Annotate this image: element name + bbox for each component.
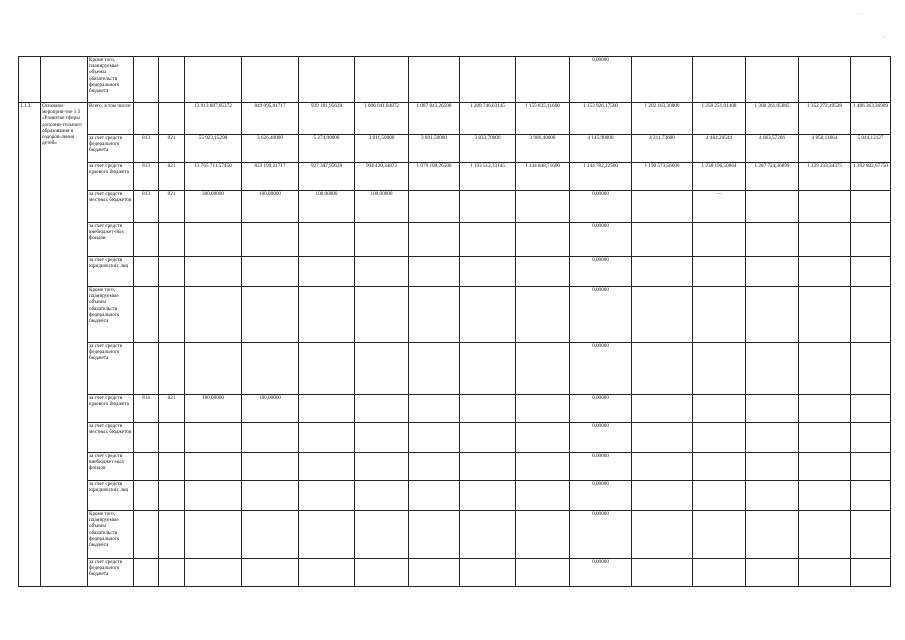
value-cell (746, 395, 799, 423)
row-label: за счет средств внебюджет-ных фондов (88, 453, 134, 481)
value-cell (746, 343, 799, 395)
value-cell: 5 044,12127 (851, 135, 891, 163)
table-row (19, 135, 891, 163)
value-cell (693, 257, 746, 287)
value-cell: 0,00000 (570, 511, 632, 559)
value-cell (851, 287, 891, 343)
value-cell (355, 395, 409, 423)
value-cell (746, 511, 799, 559)
value-cell (242, 287, 299, 343)
value-cell (185, 343, 242, 395)
cell (41, 57, 88, 103)
grbs-code: 813 (134, 135, 159, 163)
value-cell (299, 453, 355, 481)
value-cell (185, 453, 242, 481)
value-cell: 1 406 363,36909 (851, 103, 891, 135)
row-label: Всего, в том числе: (88, 103, 134, 135)
value-cell (799, 223, 851, 257)
cell (632, 57, 693, 103)
value-cell (409, 191, 460, 223)
value-cell (746, 423, 799, 453)
value-cell (460, 223, 516, 257)
value-cell: 100,00000 (242, 395, 299, 423)
rz-code (159, 257, 185, 287)
table-row (19, 423, 891, 453)
value-cell (516, 423, 570, 453)
value-cell (746, 559, 799, 587)
value-cell (242, 511, 299, 559)
value-cell: 4 850,11664 (799, 135, 851, 163)
value-cell (516, 257, 570, 287)
grbs-code (134, 343, 159, 395)
value-cell (799, 343, 851, 395)
value-cell (409, 453, 460, 481)
value-cell (355, 257, 409, 287)
table-row (19, 257, 891, 287)
value-cell: 100,00000 (299, 191, 355, 223)
table-row (19, 343, 891, 395)
value-cell (185, 481, 242, 511)
value-cell (460, 481, 516, 511)
value-cell: 833 199,21717 (242, 163, 299, 191)
value-cell (516, 511, 570, 559)
value-cell: 4 663,57266 (746, 135, 799, 163)
value-cell (516, 395, 570, 423)
row-label: Кроме того, планируемые объемы обязательств федерального бюджета (88, 511, 134, 559)
value-cell (299, 559, 355, 587)
grbs-code: 813 (134, 163, 159, 191)
cell (134, 103, 159, 135)
row-label: за счет средств внебюджет-ных фондов (88, 223, 134, 257)
value-cell (746, 257, 799, 287)
value-cell (632, 423, 693, 453)
value-cell: 1 155 835,11600 (516, 103, 570, 135)
value-cell (299, 481, 355, 511)
value-cell (746, 481, 799, 511)
table-row-total (19, 103, 891, 135)
value-cell (299, 343, 355, 395)
value-cell (799, 453, 851, 481)
value-cell (299, 423, 355, 453)
table-row (19, 511, 891, 559)
value-cell: 300,00000 (185, 191, 242, 223)
value-cell: 1 202 163,30000 (632, 103, 693, 135)
value-cell (516, 287, 570, 343)
value-cell (693, 395, 746, 423)
item-title: Основное мероприя-тие 1.3 «Развитие сферы дополни-тельного образования и оздоров-ления детей» (41, 103, 88, 587)
value-cell (799, 257, 851, 287)
rz-code (159, 423, 185, 453)
row-label: за счет средств федерального бюджета (88, 559, 134, 587)
value-cell: 3 626,40000 (242, 135, 299, 163)
value-cell: 4 311,73600 (632, 135, 693, 163)
cell (799, 57, 851, 103)
value-cell (851, 511, 891, 559)
value-cell (460, 559, 516, 587)
rz-code (159, 511, 185, 559)
budget-table (18, 56, 891, 587)
value-cell (693, 481, 746, 511)
value-cell: 1 392 802,67750 (851, 163, 891, 191)
value-cell: 1 153 926,17500 (570, 103, 632, 135)
value-cell (460, 423, 516, 453)
value-cell (851, 481, 891, 511)
rz-code: 021 (159, 191, 185, 223)
value-cell (242, 223, 299, 257)
value-cell: 0,00000 (570, 191, 632, 223)
value-cell (460, 395, 516, 423)
value-cell: 4 145,90000 (570, 135, 632, 163)
value-cell: 3 811,50000 (355, 135, 409, 163)
cell (242, 57, 299, 103)
value-cell: 0,00000 (570, 223, 632, 257)
value-cell (516, 453, 570, 481)
value-cell (851, 223, 891, 257)
value-cell (693, 559, 746, 587)
value-cell (242, 423, 299, 453)
value-cell (242, 343, 299, 395)
value-cell: 849 095,01717 (242, 103, 299, 135)
value-cell: 3 801,50000 (409, 135, 460, 163)
value-cell (185, 511, 242, 559)
row-label: за счет средств местных бюджетов (88, 423, 134, 453)
value-cell (799, 423, 851, 453)
table-row (19, 395, 891, 423)
value-cell: 0,00000 (570, 57, 632, 103)
table-body (19, 57, 891, 587)
value-cell: 3 986,40000 (516, 135, 570, 163)
value-cell (851, 257, 891, 287)
grbs-code (134, 223, 159, 257)
value-cell (355, 287, 409, 343)
value-cell (632, 191, 693, 223)
rz-code: 021 (159, 395, 185, 423)
value-cell (355, 423, 409, 453)
grbs-code (134, 287, 159, 343)
grbs-code (134, 423, 159, 453)
value-cell (355, 511, 409, 559)
value-cell: 0,00000 (570, 257, 632, 287)
grbs-code: 814 (134, 395, 159, 423)
cell (693, 57, 746, 103)
value-cell (242, 481, 299, 511)
value-cell (851, 423, 891, 453)
cell (299, 57, 355, 103)
value-cell: 1 087 843,26500 (409, 103, 460, 135)
value-cell (299, 257, 355, 287)
value-cell (409, 287, 460, 343)
cell (19, 57, 41, 103)
value-cell (516, 559, 570, 587)
value-cell: 1 352 272,49528 (799, 103, 851, 135)
value-cell: 939 181,95628 (299, 103, 355, 135)
cell (159, 57, 185, 103)
value-cell: 5 274,00000 (299, 135, 355, 163)
value-cell: 13 765 711,57450 (185, 163, 242, 191)
value-cell: 1 006 041,84872 (355, 103, 409, 135)
value-cell (460, 191, 516, 223)
value-cell (409, 223, 460, 257)
value-cell (632, 395, 693, 423)
value-cell: 1 300 261,05085 (746, 103, 799, 135)
table-row (19, 191, 891, 223)
value-cell (185, 223, 242, 257)
value-cell (799, 395, 851, 423)
value-cell (632, 481, 693, 511)
value-cell (851, 343, 891, 395)
value-cell: — (693, 191, 746, 223)
rz-code: 021 (159, 163, 185, 191)
value-cell (799, 287, 851, 343)
value-cell (516, 191, 570, 223)
rz-code (159, 481, 185, 511)
value-cell: 1 208 746,03145 (460, 103, 516, 135)
value-cell (299, 395, 355, 423)
value-cell (242, 453, 299, 481)
value-cell (851, 191, 891, 223)
row-label: за счет средств федерального бюджета (88, 343, 134, 395)
value-cell (799, 559, 851, 587)
value-cell (409, 481, 460, 511)
cell (746, 57, 799, 103)
cell (851, 57, 891, 103)
value-cell: 0,00000 (570, 453, 632, 481)
rz-code (159, 287, 185, 343)
value-cell: 1 287 724,36899 (746, 163, 799, 191)
value-cell (851, 559, 891, 587)
value-cell (799, 481, 851, 511)
table-row (19, 223, 891, 257)
value-cell (632, 343, 693, 395)
value-cell: 1 339 233,34375 (799, 163, 851, 191)
cell (185, 57, 242, 103)
grbs-code (134, 511, 159, 559)
table-row (19, 481, 891, 511)
grbs-code (134, 481, 159, 511)
grbs-code (134, 559, 159, 587)
value-cell (185, 257, 242, 287)
value-cell (746, 287, 799, 343)
value-cell (355, 343, 409, 395)
value-cell (242, 559, 299, 587)
value-cell (299, 223, 355, 257)
value-cell: 1 144 782,22500 (570, 163, 632, 191)
value-cell (355, 481, 409, 511)
grbs-code (134, 453, 159, 481)
value-cell (355, 453, 409, 481)
value-cell: 100,00000 (242, 191, 299, 223)
value-cell: 100,00000 (355, 191, 409, 223)
value-cell: 1 079 100,26500 (409, 163, 460, 191)
item-number: 1.1.3. (19, 103, 41, 587)
value-cell (632, 257, 693, 287)
value-cell (632, 223, 693, 257)
value-cell (409, 511, 460, 559)
value-cell (299, 511, 355, 559)
cell (460, 57, 516, 103)
row-label: за счет средств федерального бюджета (88, 135, 134, 163)
value-cell (693, 423, 746, 453)
row-label: за счет средств юридических лиц (88, 257, 134, 287)
value-cell (460, 511, 516, 559)
value-cell (185, 423, 242, 453)
value-cell: 0,00000 (570, 559, 632, 587)
value-cell (242, 257, 299, 287)
corner-mark: . (858, 10, 860, 16)
cell (134, 57, 159, 103)
value-cell: 1 250 251,01408 (693, 103, 746, 135)
rz-code (159, 453, 185, 481)
value-cell: 904 420,34872 (355, 163, 409, 191)
value-cell (632, 453, 693, 481)
value-cell (516, 343, 570, 395)
value-cell (632, 511, 693, 559)
row-label: Кроме того, планируемые объемы обязательств федерального бюджета (88, 287, 134, 343)
value-cell: 927 307,95628 (299, 163, 355, 191)
row-label: за счет средств краевого бюджета (88, 163, 134, 191)
value-cell (460, 257, 516, 287)
value-cell: 13 913 087,05372 (185, 103, 242, 135)
value-cell (632, 559, 693, 587)
value-cell (693, 287, 746, 343)
row-label: Кроме того, планируемые объемы обязательств федерального бюджета (88, 57, 134, 103)
value-cell: 0,00000 (570, 423, 632, 453)
table-row (19, 287, 891, 343)
value-cell: 1 193 512,33145 (460, 163, 516, 191)
value-cell (460, 343, 516, 395)
rz-code: 021 (159, 135, 185, 163)
value-cell (185, 559, 242, 587)
value-cell (746, 191, 799, 223)
rz-code (159, 223, 185, 257)
value-cell (409, 559, 460, 587)
value-cell: 0,00000 (570, 481, 632, 511)
rz-code (159, 559, 185, 587)
value-cell: 1 144 848,71600 (516, 163, 570, 191)
value-cell: 0,00000 (570, 287, 632, 343)
corner-mark: ' (884, 36, 886, 42)
value-cell (409, 423, 460, 453)
value-cell (516, 481, 570, 511)
value-cell: 1 190 573,56600 (632, 163, 693, 191)
value-cell: 0,00000 (570, 343, 632, 395)
value-cell: 100,00000 (185, 395, 242, 423)
value-cell (851, 395, 891, 423)
value-cell (460, 287, 516, 343)
grbs-code (134, 257, 159, 287)
value-cell (632, 287, 693, 343)
value-cell (409, 257, 460, 287)
grbs-code: 813 (134, 191, 159, 223)
value-cell (185, 287, 242, 343)
table-row (19, 453, 891, 481)
value-cell (799, 191, 851, 223)
value-cell: 3 833,70000 (460, 135, 516, 163)
value-cell: 55 923,15298 (185, 135, 242, 163)
row-label: за счет средств местных бюджетов (88, 191, 134, 223)
value-cell (409, 395, 460, 423)
value-cell (693, 453, 746, 481)
table-row (19, 559, 891, 587)
value-cell (746, 223, 799, 257)
rz-code (159, 343, 185, 395)
value-cell (355, 223, 409, 257)
value-cell (693, 511, 746, 559)
value-cell: 4 484,20544 (693, 135, 746, 163)
table-row (19, 163, 891, 191)
value-cell (355, 559, 409, 587)
value-cell (799, 511, 851, 559)
value-cell (693, 343, 746, 395)
value-cell (851, 453, 891, 481)
row-label: за счет средств краевого бюджета (88, 395, 134, 423)
value-cell (299, 287, 355, 343)
table-row (19, 57, 891, 103)
cell (516, 57, 570, 103)
value-cell (460, 453, 516, 481)
cell (409, 57, 460, 103)
value-cell: 1 238 196,50864 (693, 163, 746, 191)
row-label: за счет средств юридических лиц (88, 481, 134, 511)
value-cell: 0,00000 (570, 395, 632, 423)
value-cell (693, 223, 746, 257)
cell (355, 57, 409, 103)
value-cell (516, 223, 570, 257)
cell (159, 103, 185, 135)
value-cell (409, 343, 460, 395)
value-cell (746, 453, 799, 481)
